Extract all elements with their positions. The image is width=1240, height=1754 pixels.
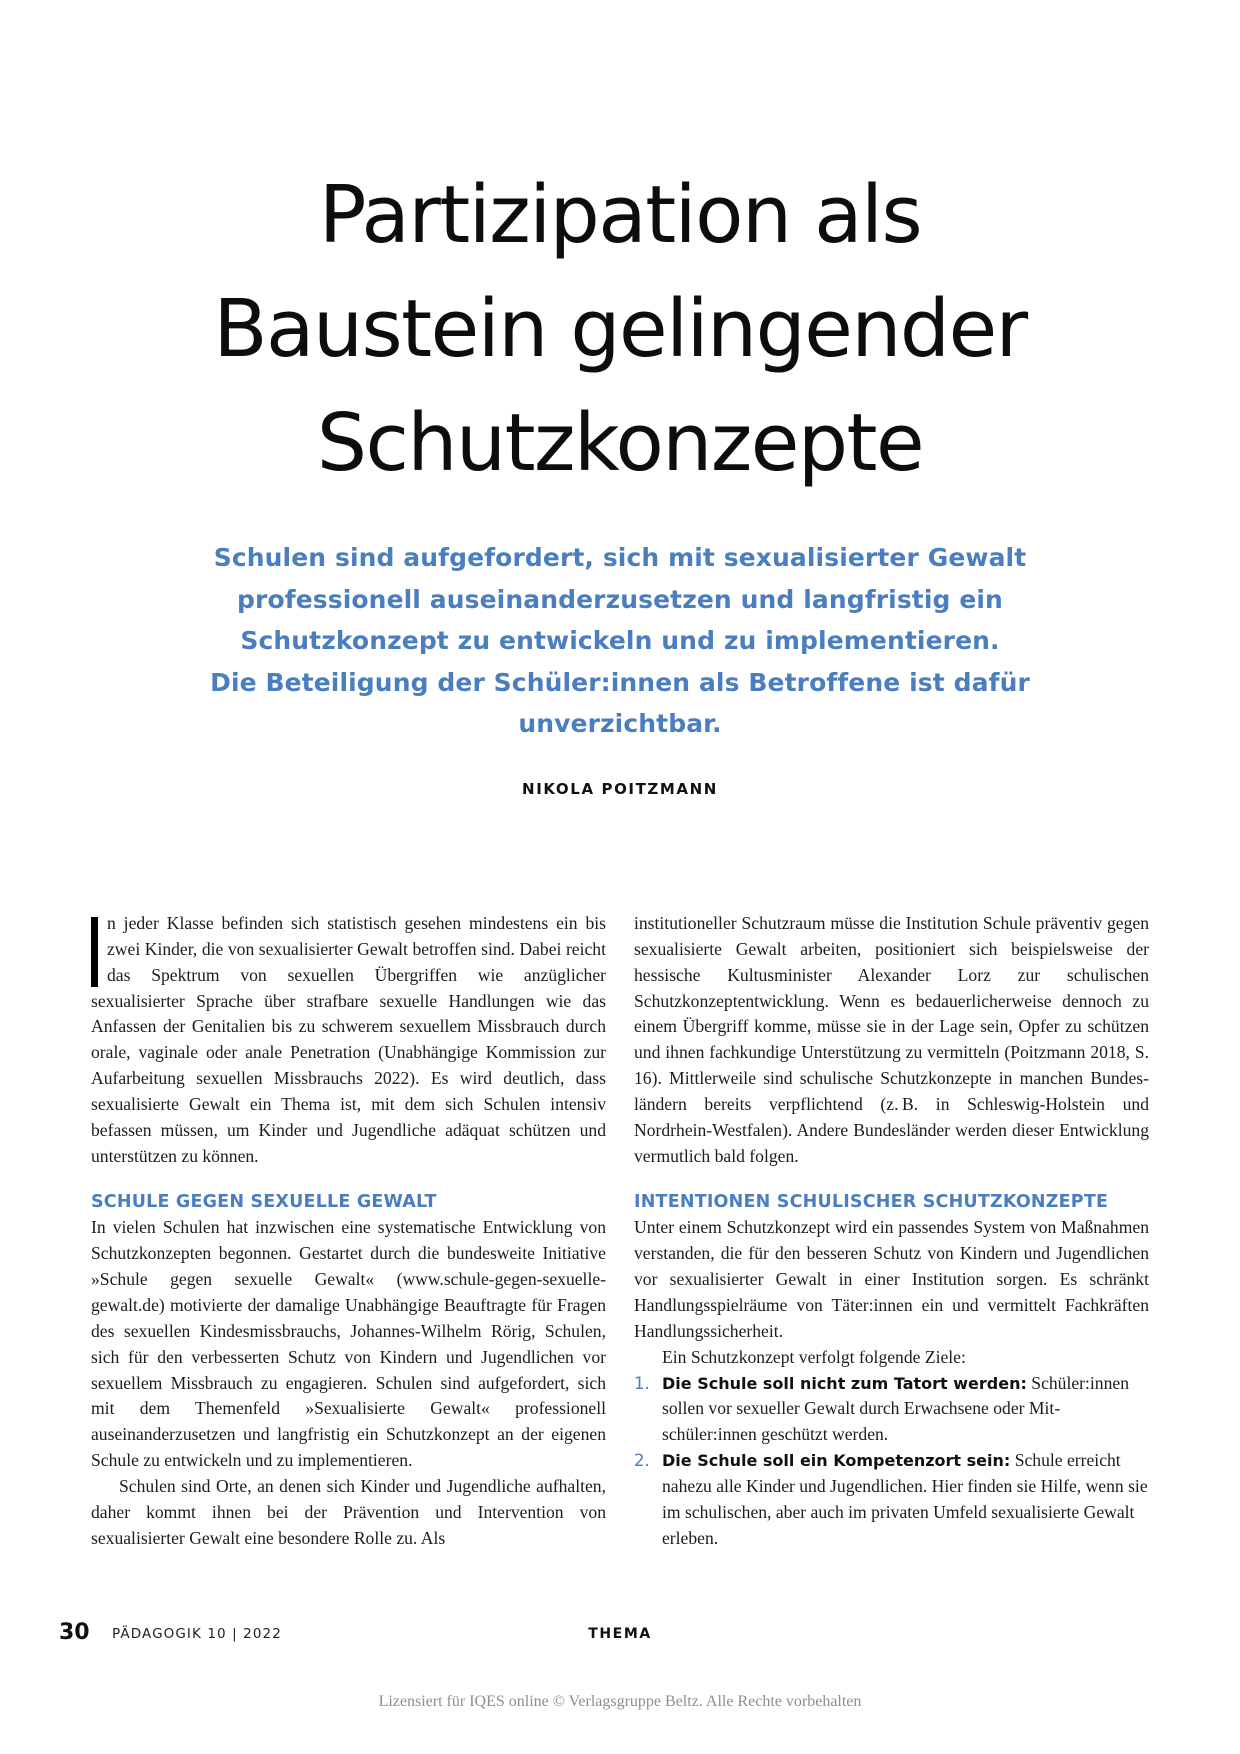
article-lead [150,537,1090,745]
page-number: 30 [59,1620,90,1645]
lead-line: Schulen sind aufgefordert, sich mit sexualisierter Gewalt [213,543,1027,572]
goals-list [634,1371,1149,1552]
license-notice: Lizensiert für IQES online © Verlagsgruppe Beltz. Alle Rechte vorbehalten [378,1693,862,1710]
body-paragraph: institutioneller Schutzraum müsse die Institution Schule präventiv gegen sexualisierte Gewalt arbeiten, positioniert sich beispielsweise der hessische Kultusminister Alexander Lorz zur schulischen Schutzkonzeptentwicklung. Wenn es bedauerlicherweise dennoch zu einem Übergriff komme, müsse sie in der Lage sein, Opfer zu schützen und ihnen fachkundige Unterstützung zu vermitteln (Poitzmann 2018, S. 16). Mittlerweile sind schulische Schutzkonzepte in manchen Bundesländern bereits verpflichtend (z. B. in Schleswig-Holstein und Nordrhein-Westfalen). Andere Bundesländer werden dieser Entwicklung vermutlich bald folgen. [634,913,1149,1166]
body-paragraph: Unter einem Schutzkonzept wird ein passendes System von Maßnahmen verstanden, die für den besseren Schutz von Kindern und Jugendlichen vor sexualisierter Gewalt in einer Institution sorgen. Es schränkt Handlungsspielräume von Täter:innen ein und vermittelt Fachkräften Handlungssicherheit. [634,1217,1149,1341]
author-byline: NIKOLA POITZMANN [522,780,718,798]
section-heading: INTENTIONEN SCHULISCHER SCHUTZKONZEPTE [634,1192,1109,1213]
title-line: Partizipation als [318,169,922,261]
column-left [91,911,606,1551]
dropcap-initial [91,917,98,987]
goal-item [634,1371,1149,1449]
intro-paragraph [91,911,606,1169]
goal-item [634,1448,1149,1551]
section-label: THEMA [588,1626,652,1642]
body-paragraph: Schulen sind Orte, an denen sich Kinder und Jugendliche aufhalten, daher kommt ihnen bei der Prävention und Intervention von sexualisierter Gewalt eine besondere Rolle zu. Als [91,1475,606,1548]
goal-number: 1. [634,1373,650,1393]
section-heading: SCHULE GEGEN SEXUELLE GEWALT [91,1192,437,1213]
publication-issue: PÄDAGOGIK 10 | 2022 [112,1626,282,1642]
lead-line: Schutzkonzept zu entwickeln und zu implementieren. [240,626,1000,655]
lead-line: unverzichtbar. [518,709,722,738]
lead-line: professionell auseinanderzusetzen und langfristig ein [237,584,1003,614]
body-paragraph: In vielen Schulen hat inzwischen eine systematische Entwicklung von Schutzkonzepten begonnen. Gestartet durch die bundesweite Initiative »Schule gegen sexuelle Gewalt« (www.​schule-gegen-sexuelle-gewalt.de) motivierte der damalige Unabhängige Beauftragte für Fragen des sexuellen Kindesmissbrauchs, Johannes-Wilhelm Rörig, Schulen, sich für den verbesserten Schutz von Kindern und Jugendlichen vor sexuellem Missbrauch zu engagieren. Schulen sind aufgefordert, sich mit dem Themenfeld »Sexualisierte Gewalt« professionell auseinanderzusetzen und langfristig ein Schutzkonzept an der eigenen Schule zu entwickeln und zu implementieren. [91,1217,606,1471]
lead-line: Die Beteiligung der Schüler:innen als Betroffene ist dafür [210,667,1030,697]
goal-lead-in: Die Schule soll nicht zum Tatort werden: [662,1373,1027,1393]
title-line: Schutzkonzepte [316,397,924,489]
goal-text: Schüler:innen sollen vor sexueller Gewalt durch Erwachsene oder Mitschüler:innen geschützt werden. [662,1372,1130,1445]
intro-text: n jeder Klasse befinden sich statistisch gesehen mindestens ein bis zwei Kinder, die von sexualisierter Gewalt betroffen sind. Dabei reicht das Spektrum von sexuellen Übergriffen wie anzüglicher sexualisierter Sprache über strafbare sexuelle Handlungen wie das Anfassen der Genitalien bis zu schwerem sexuellem Missbrauch durch orale, vaginale oder anale Penetration (Unabhängige Kommission zur Aufarbeitung sexuellen Missbrauchs 2022). Es wird deutlich, dass sexualisierte Gewalt ein Thema ist, mit dem sich Schulen intensiv befassen müssen, um Kinder und Jugendliche adäquat schützen und unterstützen zu können. [91,913,606,1166]
title-line: Baustein gelingender [213,283,1027,375]
goal-lead-in: Die Schule soll ein Kompetenzort sein: [662,1451,1011,1471]
column-right [634,911,1149,1551]
body-paragraph: Ein Schutzkonzept verfolgt folgende Ziele: [662,1346,966,1367]
article-title [0,158,1240,500]
goal-number: 2. [634,1451,650,1471]
goal-text: Schule erreicht nahezu alle Kinder und Jugendlichen. Hier finden sie Hilfe, wenn sie im schulischen, aber auch im privaten Umfeld sexualisierte Gewalt erleben. [662,1450,1148,1548]
